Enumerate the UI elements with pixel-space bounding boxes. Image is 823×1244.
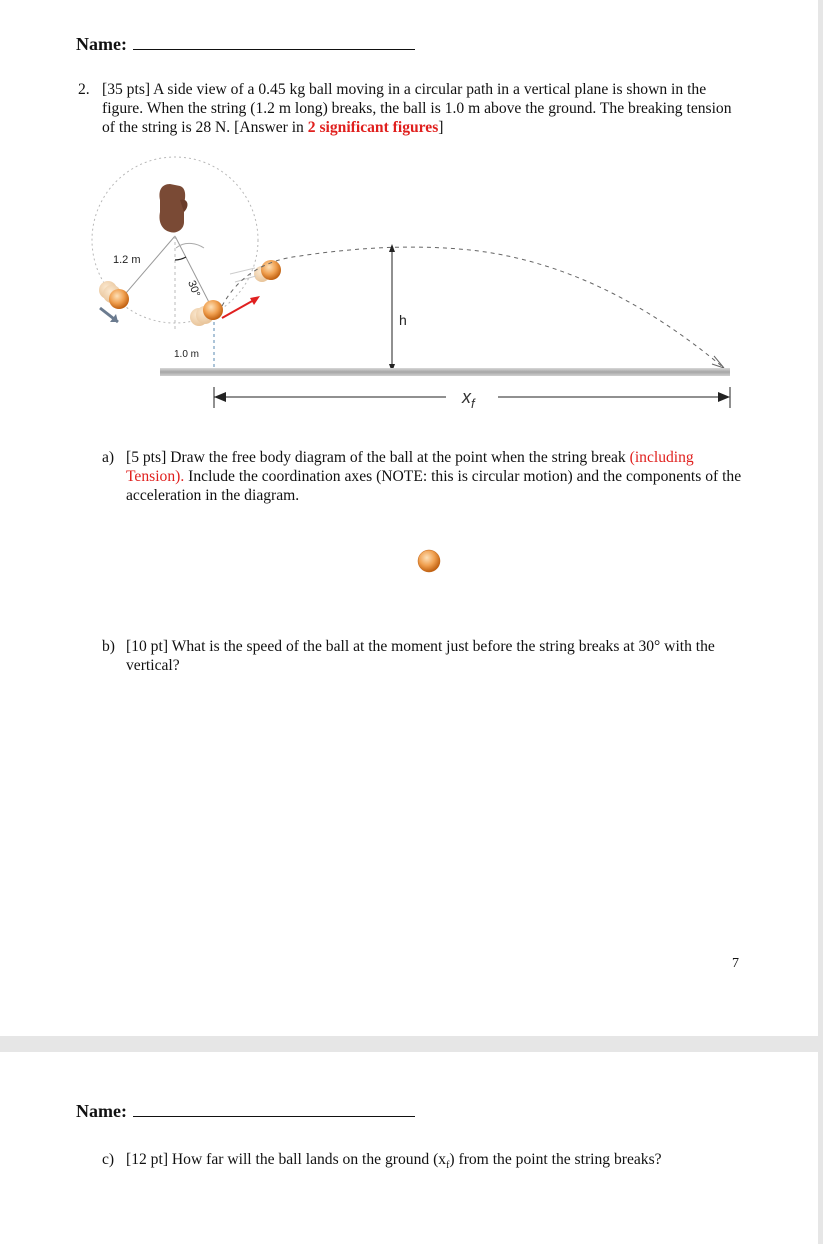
part-b-label: b)	[102, 638, 115, 655]
name-label: Name:	[76, 34, 127, 54]
part-a-text-before: Draw the free body diagram of the ball at the point when the string break	[170, 449, 626, 466]
part-a-text-after: Include the coordination axes (NOTE: this is circular motion) and the components of the acceleration in the diagram.	[126, 468, 742, 504]
question-body	[102, 80, 738, 137]
part-c-points: [12 pt]	[126, 1151, 169, 1168]
part-a	[102, 448, 752, 505]
angle-arc	[175, 257, 186, 260]
hand-icon	[159, 184, 187, 233]
part-a-label: a)	[102, 449, 115, 466]
part-b-body: What is the speed of the ball at the moment just before the string breaks at 30° with the vertical?	[126, 638, 715, 674]
part-c-sub: f	[446, 1160, 450, 1172]
velocity-arrow	[222, 300, 254, 318]
max-height-label: h	[399, 312, 407, 328]
answer-prefix: [Answer in	[234, 119, 304, 136]
question-number: 2.	[78, 81, 90, 98]
fbd-ball	[416, 548, 442, 574]
name-label: Name:	[76, 1101, 127, 1121]
name-blank	[133, 35, 415, 50]
part-b-text	[126, 637, 752, 675]
string-length-label: 1.2 m	[113, 254, 141, 266]
ground	[160, 368, 730, 376]
question-points: [35 pts]	[102, 81, 151, 98]
angle-label-group	[185, 279, 202, 299]
landing-arrow-icon	[712, 356, 724, 368]
string-right	[175, 236, 214, 312]
trajectory	[222, 247, 724, 368]
name-field	[76, 34, 415, 55]
part-c	[102, 1150, 752, 1175]
part-a-text-red: (including Tension).	[126, 449, 694, 485]
height-label: 1.0 m	[174, 349, 200, 360]
page-2	[0, 1052, 818, 1244]
question-2	[78, 80, 738, 137]
ball-break-point	[203, 300, 223, 320]
part-c-text-before: How far will the ball lands on the ground (x	[171, 1151, 447, 1168]
range-label: $x_f$	[462, 387, 475, 411]
question-text: A side view of a 0.45 kg ball moving in a circular path in a vertical plane is shown in the figure. When the string (1.2 m long) breaks, the ball is 1.0 m above the ground. The breaking tension of the string is 28 N.	[102, 81, 732, 136]
part-b-points: [10 pt]	[126, 638, 169, 655]
angle-label: 30°	[185, 278, 203, 299]
figure	[0, 140, 818, 430]
answer-suffix: ]	[438, 119, 444, 136]
part-b	[102, 637, 752, 675]
rotation-arrow-icon	[176, 243, 204, 248]
string-left	[120, 236, 175, 300]
name-field-page-2	[76, 1101, 415, 1122]
part-c-text-after: ) from the point the string breaks?	[449, 1151, 662, 1168]
part-a-text	[126, 448, 752, 505]
answer-emphasis: 2 significant figures	[307, 119, 439, 136]
part-c-text	[126, 1150, 752, 1175]
page-number: 7	[732, 956, 739, 971]
ball-left	[109, 289, 129, 309]
part-a-points: [5 pts]	[126, 449, 167, 466]
name-blank	[133, 1102, 415, 1117]
part-c-label: c)	[102, 1151, 115, 1168]
